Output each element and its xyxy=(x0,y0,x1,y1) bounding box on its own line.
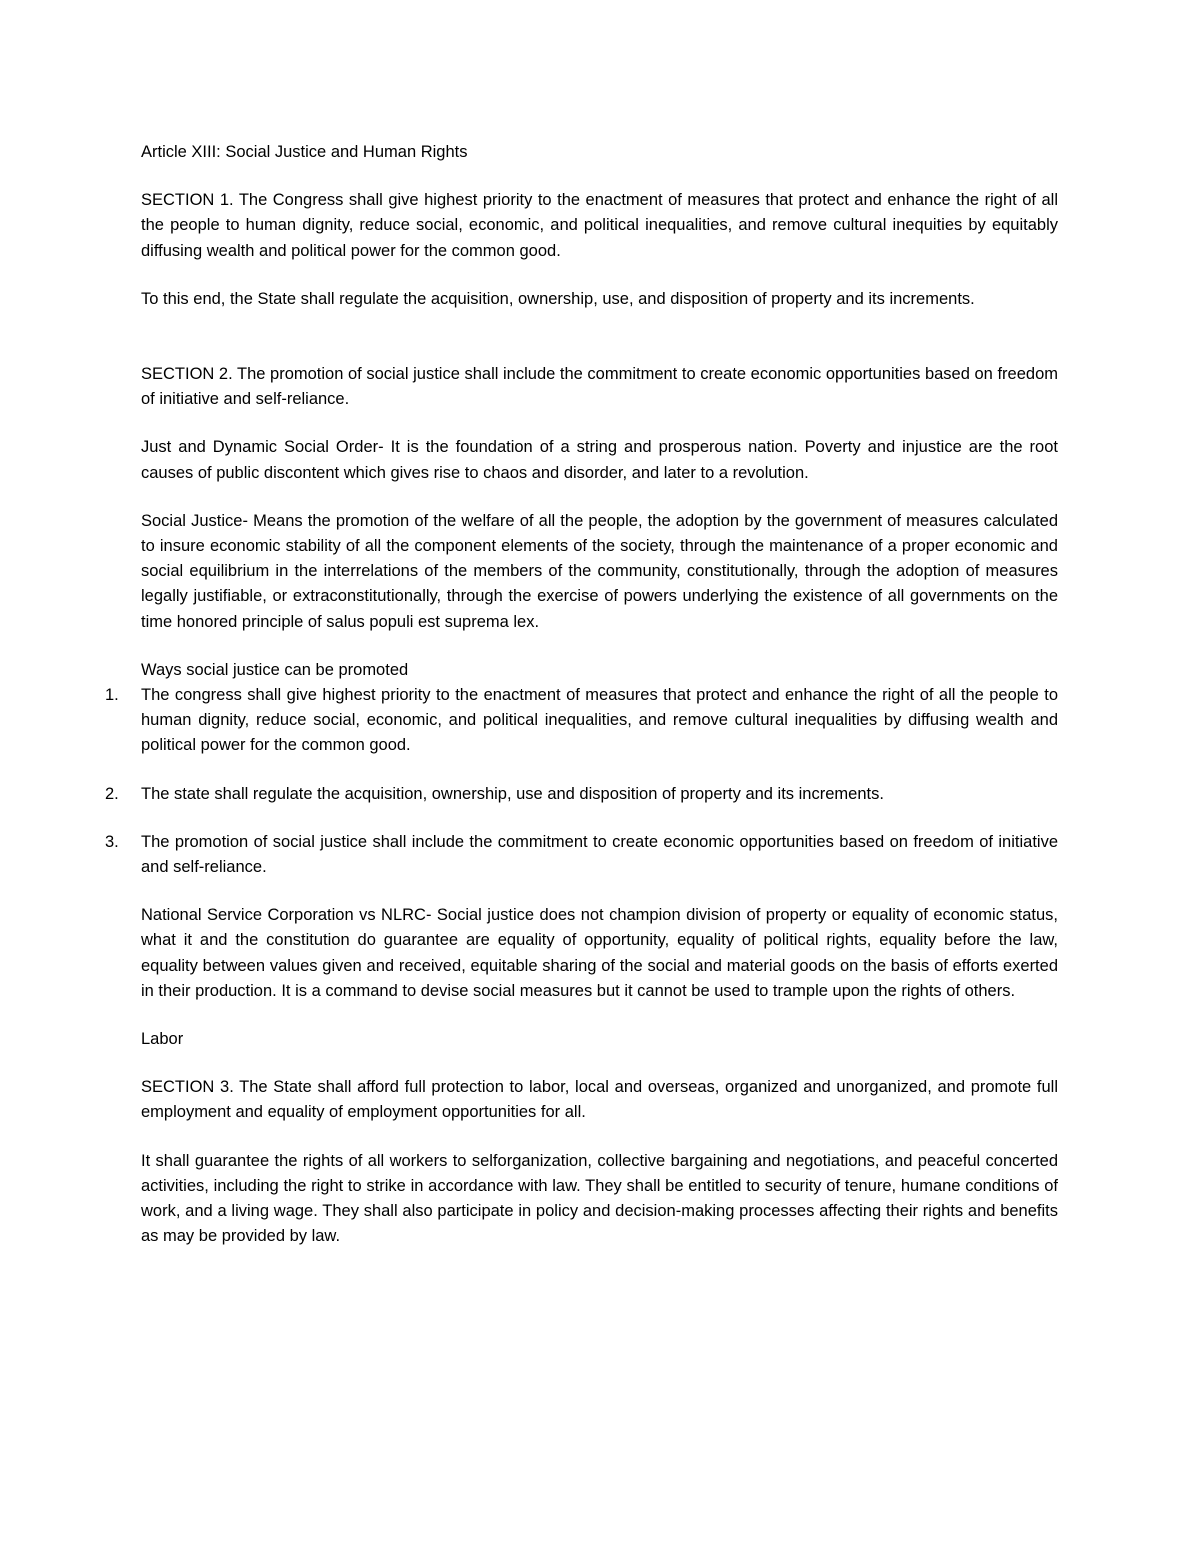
section-1-paragraph-2: To this end, the State shall regulate the acquisition, ownership, use, and disposition of property and its increments. xyxy=(141,289,975,308)
ways-heading: Ways social justice can be promoted xyxy=(141,660,409,679)
labor-heading: Labor xyxy=(141,1030,184,1049)
section-1: SECTION 1. The Congress shall give highest priority to the enactment of measures that protect and enhance the right of all the people to human dignity, reduce social, economic, and political inequalities, and remove cultural inequities by equitably diffusing wealth and political power for the common good. xyxy=(141,191,1058,260)
list-item-text: The promotion of social justice shall include the commitment to create economic opportunities based on freedom of initiative and self-reliance. xyxy=(141,832,1058,877)
list-item xyxy=(105,830,1058,880)
list-item xyxy=(105,683,1058,759)
list-item-number: 1. xyxy=(105,686,119,705)
list-item-text: The state shall regulate the acquisition, ownership, use and disposition of property and its increments. xyxy=(141,784,884,803)
social-justice-definition: Social Justice- Means the promotion of the welfare of all the people, the adoption by the government of measures calculated to insure economic stability of all the component elements of the society, through the maintenance of a proper economic and social equilibrium in the interrelations of the members of the community, constitutionally, through the adoption of measures legally justifiable, or extraconstitutionally, through the exercise of powers underlying the existence of all governments on the time honored principle of salus populi est suprema lex. xyxy=(141,511,1058,631)
ways-list xyxy=(105,683,1058,880)
article-title: Article XIII: Social Justice and Human Rights xyxy=(141,143,468,161)
list-item xyxy=(105,782,1058,807)
nsc-vs-nlrc-case: National Service Corporation vs NLRC- Social justice does not champion division of property or equality of economic status, what it and the constitution do guarantee are equality of opportunity, equality of political rights, equality before the law, equality between values given and received, equitable sharing of the social and material goods on the basis of efforts exerted in their production. It is a command to devise social measures but it cannot be used to trample upon the rights of others. xyxy=(141,906,1058,1000)
just-dynamic-social-order: Just and Dynamic Social Order- It is the foundation of a string and prosperous nation. Poverty and injustice are the root causes of public discontent which gives rise to chaos and disorder, and later to a revolution. xyxy=(141,438,1058,482)
section-3-paragraph-2: It shall guarantee the rights of all workers to selforganization, collective bargaining and negotiations, and peaceful concerted activities, including the right to strike in accordance with law. They shall be entitled to security of tenure, humane conditions of work, and a living wage. They shall also participate in policy and decision-making processes affecting their rights and benefits as may be provided by law. xyxy=(141,1151,1058,1246)
document-body xyxy=(105,140,1058,1250)
list-item-number: 2. xyxy=(105,784,119,803)
section-3: SECTION 3. The State shall afford full protection to labor, local and overseas, organized and unorganized, and promote full employment and equality of employment opportunities for all. xyxy=(141,1078,1058,1122)
list-item-text: The congress shall give highest priority to the enactment of measures that protect and enhance the right of all the people to human dignity, reduce social, economic, and political inequalities, and remove cultural inequalities by diffusing wealth and political power for the common good. xyxy=(141,686,1058,755)
section-2: SECTION 2. The promotion of social justice shall include the commitment to create economic opportunities based on freedom of initiative and self-reliance. xyxy=(141,365,1058,409)
list-item-number: 3. xyxy=(105,832,119,851)
